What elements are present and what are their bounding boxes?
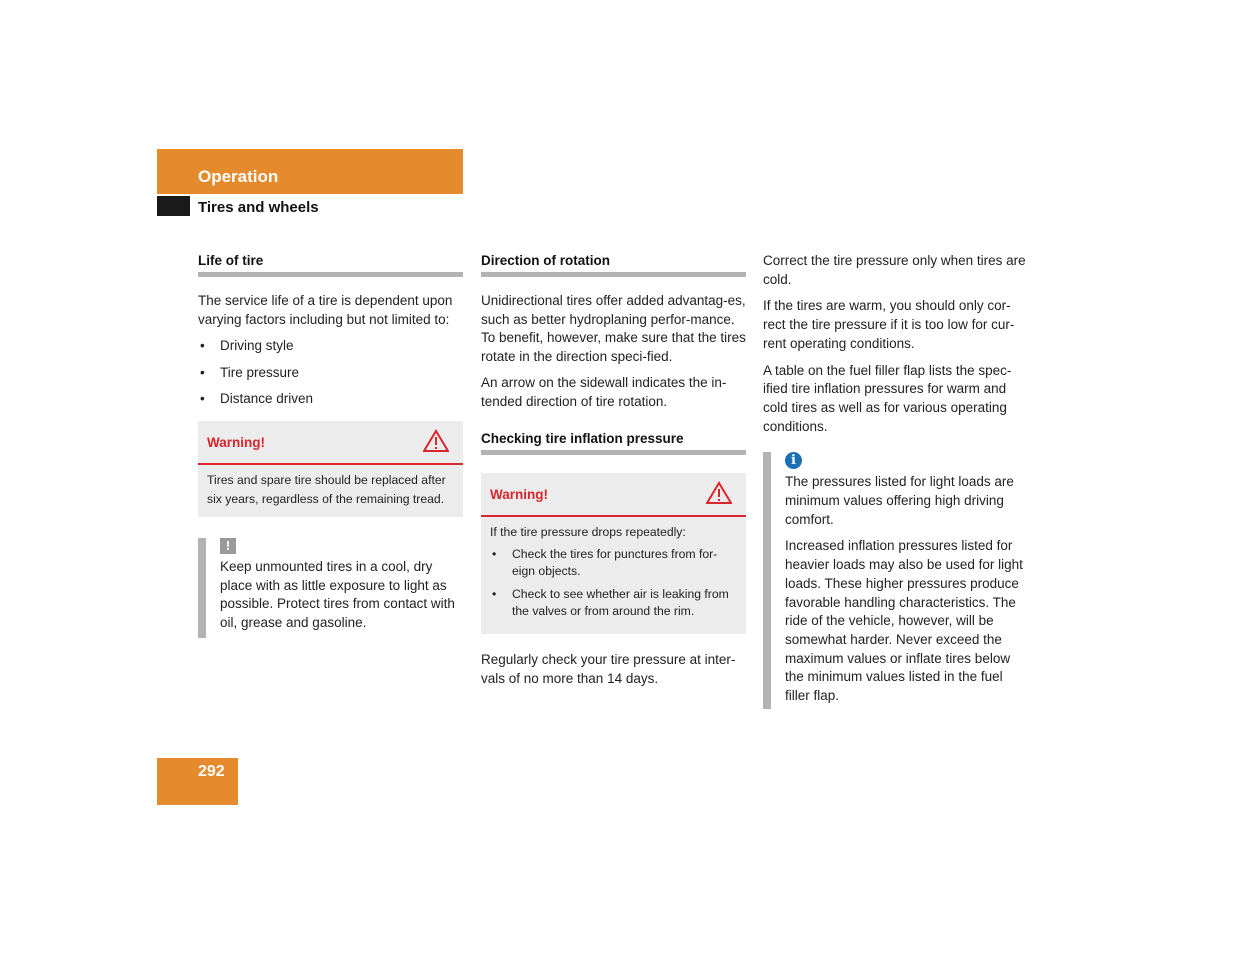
- pressure-para-3: A table on the fuel filler flap lists the spec-ified tire inflation pressures for warm and cold tires as well as for various operating conditions.: [763, 362, 1012, 434]
- warning-text: Tires and spare tire should be replaced after six years, regardless of the remaining tread.: [207, 473, 446, 507]
- note-text: Keep unmounted tires in a cool, dry place with as little exposure to light as possible. Protect tires from contact with oil, grease and gasoline.: [220, 558, 455, 630]
- life-factors-list: [198, 337, 463, 408]
- info-text-2: Increased inflation pressures listed for heavier loads may also be used for light loads. These higher pressures produce favorable handling characteristics. The ride of the vehicle, however, will be somewhat harder. Never exceed the maximum values or inflate tires below the minimum values listed in the fuel filler flap.: [785, 538, 1023, 704]
- exclamation-icon: !: [220, 538, 236, 554]
- pressure-para-1: Correct the tire pressure only when tires are cold.: [763, 253, 1026, 287]
- warning-label: Warning!: [490, 487, 548, 503]
- info-bar: [763, 452, 771, 709]
- warning-intro: If the tire pressure drops repeatedly:: [490, 525, 686, 540]
- list-item: • Check to see whether air is leaking from the valves or from around the rim.: [490, 586, 737, 621]
- list-item: • Driving style: [198, 337, 463, 355]
- section-title: Operation: [198, 167, 279, 186]
- subsection-marker: [157, 196, 190, 216]
- rotation-para-2: An arrow on the sidewall indicates the in-tended direction of tire rotation.: [481, 374, 727, 409]
- rotation-para-1: Unidirectional tires offer added advantag-es, such as better hydroplaning perfor-mance. To benefit, however, make sure that the tires rotate in the direction speci-fied.: [481, 293, 746, 365]
- heading-checking-pressure: Checking tire inflation pressure: [481, 431, 746, 455]
- heading-direction-of-rotation: Direction of rotation: [481, 253, 746, 277]
- column-3: [763, 252, 1031, 709]
- warning-label: Warning!: [207, 435, 265, 451]
- pressure-para-2: If the tires are warm, you should only cor-rect the tire pressure if it is too low for cur-rent operating conditions.: [763, 298, 1015, 351]
- subsection-title: Tires and wheels: [198, 199, 319, 216]
- pressure-check-interval: Regularly check your tire pressure at inter-vals of no more than 14 days.: [481, 651, 736, 686]
- page-number: 292: [198, 763, 225, 780]
- life-of-tire-intro: The service life of a tire is dependent upon varying factors including but not limited to:: [198, 293, 453, 327]
- heading-life-of-tire: Life of tire: [198, 253, 463, 277]
- warning-header: [198, 421, 463, 465]
- list-item: • Check the tires for punctures from for-eign objects.: [490, 546, 737, 581]
- column-2: [481, 253, 746, 688]
- note-box-storage: [198, 538, 463, 638]
- warning-list: [490, 546, 737, 621]
- info-text-1: The pressures listed for light loads are minimum values offering high driving comfort.: [785, 474, 1014, 527]
- column-1: [198, 253, 463, 638]
- warning-triangle-icon: [423, 429, 449, 453]
- warning-header: [481, 473, 746, 517]
- warning-body: [481, 517, 746, 634]
- list-item: • Tire pressure: [198, 364, 463, 382]
- warning-box-pressure: [481, 473, 746, 634]
- warning-triangle-icon: [706, 481, 732, 505]
- list-item: • Distance driven: [198, 390, 463, 408]
- warning-box-tire-age: [198, 421, 463, 516]
- info-box-pressures: [763, 452, 1031, 709]
- note-bar: [198, 538, 206, 638]
- info-icon: i: [785, 452, 802, 469]
